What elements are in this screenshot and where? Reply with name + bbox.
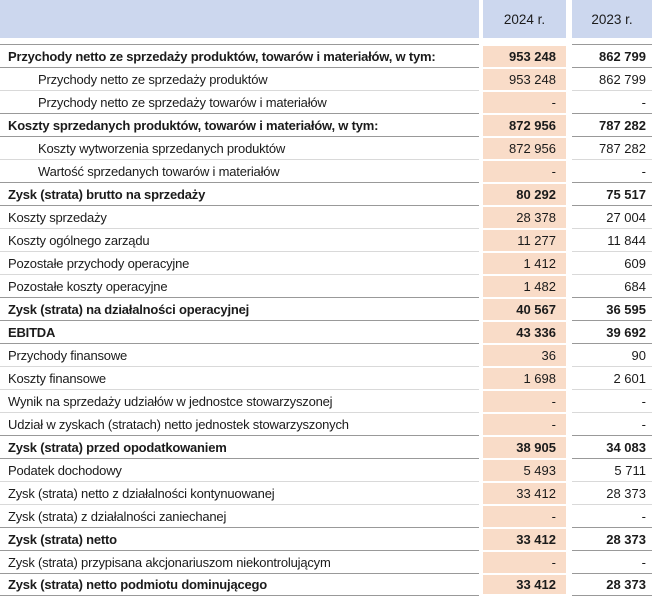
table-row — [0, 159, 652, 182]
value-2023: - — [572, 389, 652, 412]
table-row — [0, 320, 652, 343]
value-2024: 28 378 — [483, 205, 566, 228]
value-2023: 39 692 — [572, 320, 652, 343]
value-2023: 787 282 — [572, 113, 652, 136]
value-2024: - — [483, 412, 566, 435]
row-label: Koszty finansowe — [0, 366, 479, 389]
value-2024: 872 956 — [483, 113, 566, 136]
table-row — [0, 90, 652, 113]
table-header-row — [0, 0, 652, 38]
value-2023: 862 799 — [572, 44, 652, 67]
table-row — [0, 504, 652, 527]
value-2024: 872 956 — [483, 136, 566, 159]
value-2024: 38 905 — [483, 435, 566, 458]
value-2024: - — [483, 550, 566, 573]
row-label: Wartość sprzedanych towarów i materiałów — [0, 159, 479, 182]
value-2023: 11 844 — [572, 228, 652, 251]
row-label: Przychody netto ze sprzedaży produktów — [0, 67, 479, 90]
row-label: Zysk (strata) na działalności operacyjnej — [0, 297, 479, 320]
value-2024: - — [483, 389, 566, 412]
value-2023: 609 — [572, 251, 652, 274]
value-2024: 43 336 — [483, 320, 566, 343]
value-2023: 75 517 — [572, 182, 652, 205]
value-2024: 1 482 — [483, 274, 566, 297]
table-row — [0, 550, 652, 573]
value-2024: 1 412 — [483, 251, 566, 274]
value-2023: - — [572, 504, 652, 527]
row-label: Koszty sprzedaży — [0, 205, 479, 228]
value-2023: 28 373 — [572, 481, 652, 504]
value-2024: 80 292 — [483, 182, 566, 205]
row-label: Zysk (strata) brutto na sprzedaży — [0, 182, 479, 205]
table-row — [0, 274, 652, 297]
value-2023: 684 — [572, 274, 652, 297]
row-label: Zysk (strata) przed opodatkowaniem — [0, 435, 479, 458]
table-row — [0, 113, 652, 136]
row-label: Udział w zyskach (stratach) netto jednostek stowarzyszonych — [0, 412, 479, 435]
value-2024: 953 248 — [483, 44, 566, 67]
value-2024: 1 698 — [483, 366, 566, 389]
table-row — [0, 182, 652, 205]
value-2024: - — [483, 90, 566, 113]
value-2023: 90 — [572, 343, 652, 366]
value-2023: 5 711 — [572, 458, 652, 481]
table-row — [0, 297, 652, 320]
table-body — [0, 44, 652, 596]
value-2024: 11 277 — [483, 228, 566, 251]
row-label: Przychody netto ze sprzedaży produktów, towarów i materiałów, w tym: — [0, 44, 479, 67]
value-2023: 27 004 — [572, 205, 652, 228]
table-row — [0, 458, 652, 481]
table-row — [0, 527, 652, 550]
value-2023: 34 083 — [572, 435, 652, 458]
table-row — [0, 573, 652, 596]
table-row — [0, 67, 652, 90]
column-header-2024: 2024 r. — [483, 0, 566, 38]
value-2024: 33 412 — [483, 573, 566, 596]
table-row — [0, 366, 652, 389]
table-row — [0, 412, 652, 435]
value-2024: - — [483, 504, 566, 527]
value-2023: 36 595 — [572, 297, 652, 320]
table-row — [0, 205, 652, 228]
value-2024: 953 248 — [483, 67, 566, 90]
value-2024: 33 412 — [483, 527, 566, 550]
row-label: Zysk (strata) netto podmiotu dominującego — [0, 573, 479, 596]
value-2024: 40 567 — [483, 297, 566, 320]
column-header-2023: 2023 r. — [572, 0, 652, 38]
value-2023: 787 282 — [572, 136, 652, 159]
value-2023: 2 601 — [572, 366, 652, 389]
row-label: Przychody finansowe — [0, 343, 479, 366]
table-row — [0, 44, 652, 67]
value-2023: - — [572, 550, 652, 573]
value-2024: 33 412 — [483, 481, 566, 504]
table-row — [0, 435, 652, 458]
table-row — [0, 481, 652, 504]
row-label: Koszty sprzedanych produktów, towarów i materiałów, w tym: — [0, 113, 479, 136]
row-label: EBITDA — [0, 320, 479, 343]
row-label: Podatek dochodowy — [0, 458, 479, 481]
table-row — [0, 251, 652, 274]
value-2023: 28 373 — [572, 527, 652, 550]
row-label: Pozostałe koszty operacyjne — [0, 274, 479, 297]
value-2023: 862 799 — [572, 67, 652, 90]
row-label: Zysk (strata) netto z działalności kontynuowanej — [0, 481, 479, 504]
row-label: Zysk (strata) z działalności zaniechanej — [0, 504, 479, 527]
row-label: Koszty wytworzenia sprzedanych produktów — [0, 136, 479, 159]
row-label: Zysk (strata) netto — [0, 527, 479, 550]
header-label-cell — [0, 0, 479, 38]
value-2023: - — [572, 412, 652, 435]
value-2023: - — [572, 90, 652, 113]
table-row — [0, 228, 652, 251]
table-row — [0, 389, 652, 412]
value-2023: 28 373 — [572, 573, 652, 596]
row-label: Pozostałe przychody operacyjne — [0, 251, 479, 274]
table-row — [0, 136, 652, 159]
row-label: Wynik na sprzedaży udziałów w jednostce stowarzyszonej — [0, 389, 479, 412]
row-label: Przychody netto ze sprzedaży towarów i materiałów — [0, 90, 479, 113]
table-row — [0, 343, 652, 366]
row-label: Zysk (strata) przypisana akcjonariuszom niekontrolującym — [0, 550, 479, 573]
value-2024: 5 493 — [483, 458, 566, 481]
value-2023: - — [572, 159, 652, 182]
row-label: Koszty ogólnego zarządu — [0, 228, 479, 251]
value-2024: - — [483, 159, 566, 182]
value-2024: 36 — [483, 343, 566, 366]
